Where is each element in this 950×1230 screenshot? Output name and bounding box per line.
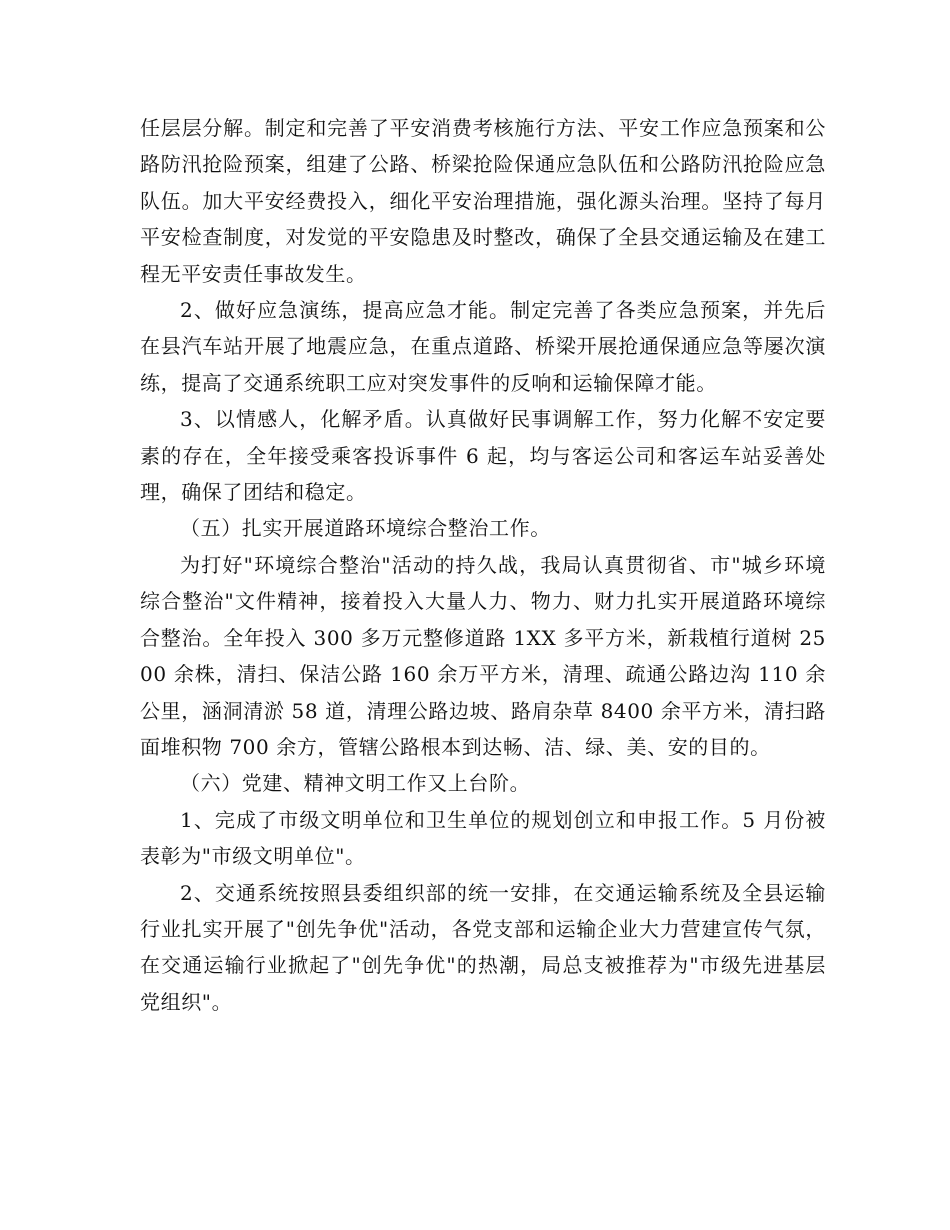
paragraph-emergency-drill: 2、做好应急演练，提高应急才能。制定完善了各类应急预案，并先后在县汽车站开展了地震应急，在重点道路、桥梁开展抢通保通应急等屡次演练，提高了交通系统职工应对突发事件的反响和运输保障才能。 — [140, 298, 826, 395]
paragraph-civilized-unit: 1、完成了市级文明单位和卫生单位的规划创立和申报工作。5 月份被表彰为"市级文明单位"。 — [140, 807, 826, 869]
paragraph-strive-excellence: 2、交通系统按照县委组织部的统一安排，在交通运输系统及全县运输行业扎实开展了"创先争优"活动，各党支部和运输企业大力营建宣传气氛，在交通运输行业掀起了"创先争优"的热潮，局总支被推荐为"市级先进基层党组织"。 — [140, 880, 826, 1014]
paragraph-continued: 任层层分解。制定和完善了平安消费考核施行方法、平安工作应急预案和公路防汛抢险预案，组建了公路、桥梁抢险保通应急队伍和公路防汛抢险应急队伍。加大平安经费投入，细化平安治理措施，强化源头治理。坚持了每月平安检查制度，对发觉的平安隐患及时整改，确保了全县交通运输及在建工程无平安责任事故发生。 — [140, 116, 826, 286]
document-page — [140, 110, 826, 1020]
paragraph-road-environment: 为打好"环境综合整治"活动的持久战，我局认真贯彻省、市"城乡环境综合整治"文件精神，接着投入大量人力、物力、财力扎实开展道路环境综合整治。全年投入 300 多万元整修道路 1XX 多平方米，新栽植行道树 2500 余株，清扫、保洁公路 160 余万平方米，清理、疏通公路边沟 110 余公里，涵洞清淤 58 道，清理公路边坡、路肩杂草 8400 余平方米，清扫路面堆积物 700 余方，管辖公路根本到达畅、洁、绿、美、安的目的。 — [140, 552, 827, 759]
section-heading-road-environment: （五）扎实开展道路环境综合整治工作。 — [180, 516, 551, 541]
section-heading-party-building: （六）党建、精神文明工作又上台阶。 — [180, 771, 531, 796]
paragraph-conflict-resolution: 3、以情感人，化解矛盾。认真做好民事调解工作，努力化解不安定要素的存在，全年接受乘客投诉事件 6 起，均与客运公司和客运车站妥善处理，确保了团结和稳定。 — [140, 407, 826, 505]
